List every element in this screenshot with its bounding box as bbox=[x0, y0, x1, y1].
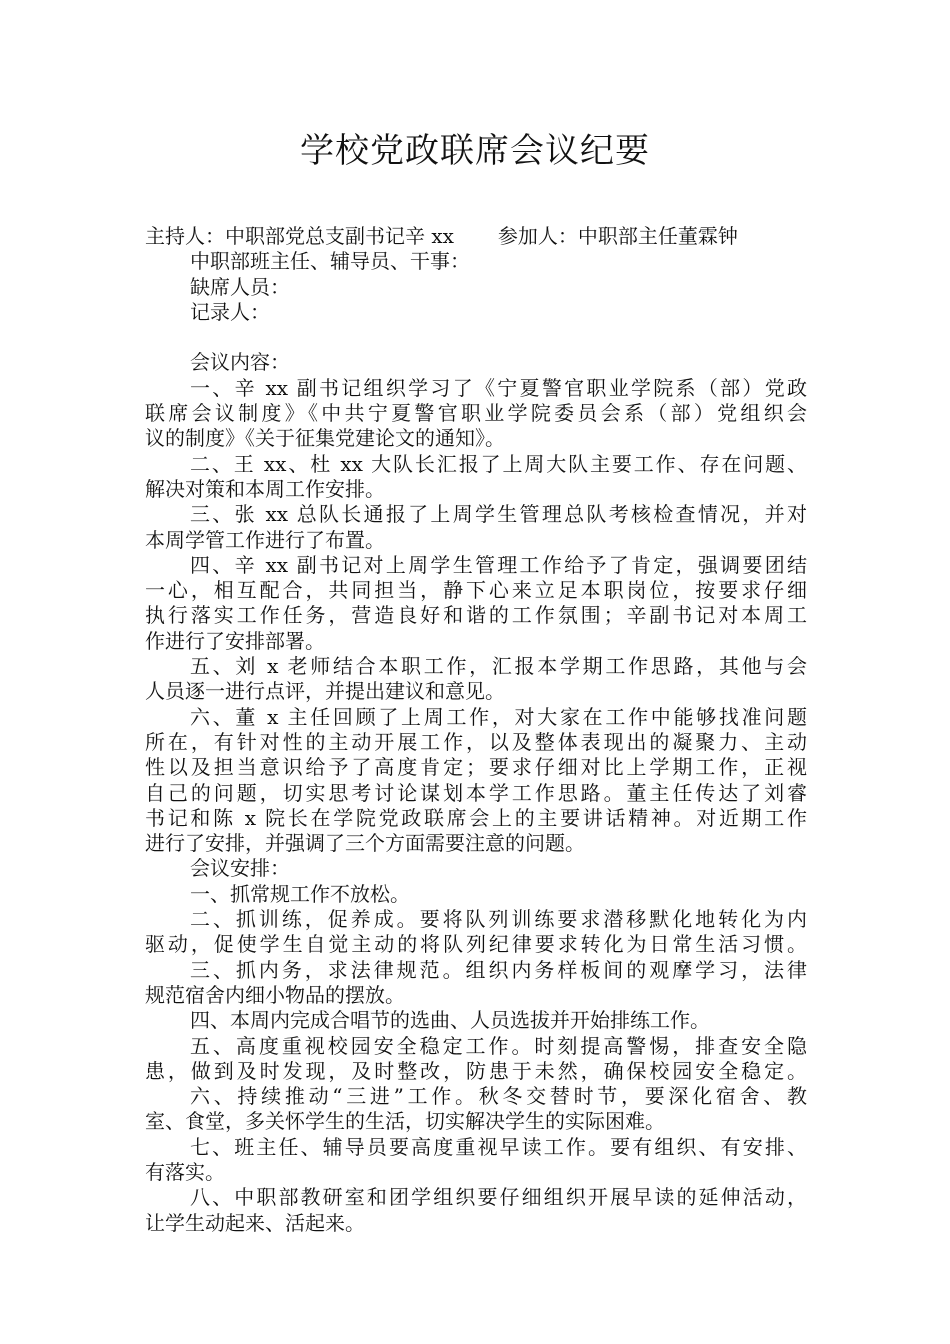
attendees-continued: 中职部班主任、辅导员、干事： bbox=[190, 249, 470, 274]
arrangement-text-line: 驱动，促使学生自觉主动的将队列纪律要求转化为日常生活习惯。 bbox=[145, 932, 807, 957]
host-text: 主持人：中职部党总支副书记辛 xx bbox=[145, 224, 454, 248]
content-text-line: 二、王 xx、杜 xx 大队长汇报了上周大队主要工作、存在问题、 bbox=[190, 451, 807, 476]
content-text-line: 作进行了安排部署。 bbox=[145, 628, 325, 653]
content-text-line: 四、辛 xx 副书记对上周学生管理工作给予了肯定，强调要团结 bbox=[190, 552, 807, 577]
arrangement-text-line: 五、高度重视校园安全稳定工作。时刻提高警惕，排查安全隐 bbox=[190, 1033, 807, 1058]
content-text-line: 五、刘 x 老师结合本职工作，汇报本学期工作思路，其他与会 bbox=[190, 654, 807, 679]
arrangement-text-line: 室、食堂，多关怀学生的生活，切实解决学生的实际困难。 bbox=[145, 1109, 665, 1134]
content-text-line: 六、董 x 主任回顾了上周工作，对大家在工作中能够找准问题 bbox=[190, 704, 807, 729]
blank-line bbox=[145, 325, 807, 350]
content-text-line: 自己的问题，切实思考讨论谋划本学工作思路。董主任传达了刘睿 bbox=[145, 780, 807, 805]
arrangement-text-line: 三、抓内务，求法律规范。组织内务样板间的观摩学习，法律 bbox=[190, 957, 807, 982]
arrangement-text-line: 一、抓常规工作不放松。 bbox=[190, 881, 410, 906]
arrangement-text-line: 八、中职部教研室和团学组织要仔细组织开展早读的延伸活动， bbox=[190, 1185, 807, 1210]
content-text-line: 所在，有针对性的主动开展工作，以及整体表现出的凝聚力、主动 bbox=[145, 729, 807, 754]
document-body bbox=[145, 224, 807, 1236]
content-text-line: 书记和陈 x 院长在学院党政联席会上的主要讲话精神。对近期工作 bbox=[145, 805, 807, 830]
document-title: 学校党政联席会议纪要 bbox=[300, 131, 650, 171]
arrangement-text-line: 七、班主任、辅导员要高度重视早读工作。要有组织、有安排、 bbox=[190, 1134, 807, 1159]
content-text-line: 议的制度》《关于征集党建论文的通知》。 bbox=[145, 426, 505, 451]
content-text-line: 解决对策和本周工作安排。 bbox=[145, 476, 385, 501]
content-text-line: 联席会议制度》《中共宁夏警官职业学院委员会系（部）党组织会 bbox=[145, 401, 807, 426]
content-text-line: 本周学管工作进行了布置。 bbox=[145, 527, 385, 552]
arrangement-text-line: 六、持续推动“三进”工作。秋冬交替时节，要深化宿舍、教 bbox=[190, 1084, 807, 1109]
content-text-line: 人员逐一进行点评，并提出建议和意见。 bbox=[145, 679, 505, 704]
content-text-line: 性以及担当意识给予了高度肯定；要求仔细对比上学期工作，正视 bbox=[145, 755, 807, 780]
content-text-line: 执行落实工作任务，营造良好和谐的工作氛围；辛副书记对本周工 bbox=[145, 603, 807, 628]
arrangement-text-line: 规范宿舍内细小物品的摆放。 bbox=[145, 982, 405, 1007]
content-heading: 会议内容： bbox=[190, 350, 290, 375]
content-text-line: 一心，相互配合，共同担当，静下心来立足本职岗位，按要求仔细 bbox=[145, 578, 807, 603]
content-text-line: 进行了安排，并强调了三个方面需要注意的问题。 bbox=[145, 831, 585, 856]
arrangement-text-line: 四、本周内完成合唱节的选曲、人员选拔并开始排练工作。 bbox=[190, 1008, 710, 1033]
arrangement-text-line: 让学生动起来、活起来。 bbox=[145, 1210, 365, 1235]
arrangement-text-line: 二、抓训练，促养成。要将队列训练要求潜移默化地转化为内 bbox=[190, 907, 807, 932]
attendees-text: 参加人：中职部主任董霖钟 bbox=[497, 224, 738, 248]
arrangement-text-line: 有落实。 bbox=[145, 1159, 225, 1184]
content-text-line: 三、张 xx 总队长通报了上周学生管理总队考核检查情况，并对 bbox=[190, 502, 807, 527]
arrangement-heading: 会议安排： bbox=[190, 856, 290, 881]
header-host-line bbox=[145, 224, 807, 249]
absent-line: 缺席人员： bbox=[190, 274, 290, 299]
content-section bbox=[145, 376, 807, 857]
arrangement-text-line: 患，做到及时发现，及时整改，防患于未然，确保校园安全稳定。 bbox=[145, 1058, 807, 1083]
content-text-line: 一、辛 xx 副书记组织学习了《宁夏警官职业学院系（部）党政 bbox=[190, 375, 807, 400]
recorder-line: 记录人： bbox=[190, 299, 270, 324]
arrangement-section bbox=[145, 882, 807, 1236]
